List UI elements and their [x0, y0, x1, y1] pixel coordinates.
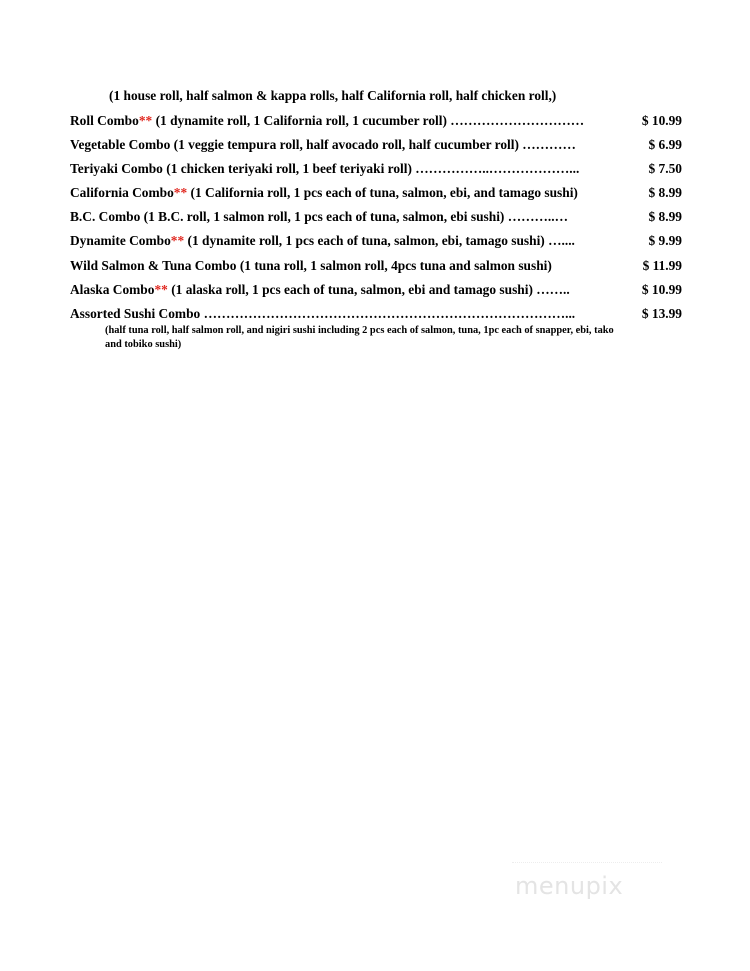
menupix-watermark: menupix [515, 872, 624, 900]
item-price: $ 11.99 [642, 258, 682, 273]
assorted-combo-details: (half tuna roll, half salmon roll, and nigiri sushi including 2 pcs each of salmon, tuna, 1pc each of snapper, ebi, tako and tobiko sushi) [105, 325, 614, 350]
menu-item-bc-combo [70, 209, 682, 229]
item-price: $ 8.99 [648, 209, 682, 224]
menu-item-teriyaki-combo [70, 161, 682, 181]
star-marker: ** [154, 282, 168, 297]
item-price: $ 8.99 [648, 185, 682, 200]
item-name: Teriyaki Combo [70, 161, 163, 176]
item-details: (1 dynamite roll, 1 California roll, 1 cucumber roll) ………………………… [152, 113, 585, 128]
menu-item-alaska-combo [70, 282, 682, 302]
item-description [70, 258, 552, 274]
menu-item-vegetable-combo [70, 137, 682, 157]
item-details: (1 dynamite roll, 1 pcs each of tuna, salmon, ebi, tamago sushi) ….... [184, 233, 575, 248]
item-name: B.C. Combo [70, 209, 141, 224]
star-marker: ** [170, 233, 185, 248]
item-name: Roll Combo [70, 113, 139, 128]
item-price: $ 9.99 [648, 233, 682, 248]
item-price: $ 10.99 [641, 113, 682, 128]
item-price: $ 7.50 [648, 161, 682, 176]
item-description [70, 306, 575, 322]
star-marker: ** [173, 185, 188, 200]
item-name: Assorted Sushi Combo [70, 306, 201, 321]
menu-item-roll-combo [70, 113, 682, 133]
menu-item-dynamite-combo [70, 233, 682, 253]
intro-line: (1 house roll, half salmon & kappa rolls, half California roll, half chicken roll,) [109, 88, 557, 103]
item-description [70, 113, 584, 129]
item-price: $ 13.99 [641, 306, 682, 321]
item-name: Alaska Combo [70, 282, 155, 297]
item-description [70, 185, 578, 201]
item-name: Dynamite Combo [70, 233, 171, 248]
watermark-divider [512, 862, 662, 864]
item-details: (1 veggie tempura roll, half avocado roll, half cucumber roll) ………… [170, 137, 576, 152]
item-description [70, 161, 579, 177]
star-marker: ** [138, 113, 153, 128]
item-name: Wild Salmon & Tuna Combo [70, 258, 237, 273]
item-details: (1 B.C. roll, 1 salmon roll, 1 pcs each of tuna, salmon, ebi sushi) ………..… [140, 209, 568, 224]
item-name: California Combo [70, 185, 174, 200]
menu-item-california-combo [70, 185, 682, 205]
item-description [70, 233, 575, 249]
item-name: Vegetable Combo [70, 137, 171, 152]
menu-item-wild-salmon-tuna-combo [70, 258, 682, 278]
item-details: (1 chicken teriyaki roll, 1 beef teriyaki roll) ……………..………………... [162, 161, 580, 176]
item-price: $ 10.99 [641, 282, 682, 297]
item-description [70, 209, 568, 225]
menu-item-assorted-sushi-combo [70, 306, 682, 326]
item-price: $ 6.99 [648, 137, 682, 152]
item-details: (1 tuna roll, 1 salmon roll, 4pcs tuna and salmon sushi) [236, 258, 552, 273]
item-details: ………………………………………………………………………... [200, 306, 576, 321]
item-details: (1 alaska roll, 1 pcs each of tuna, salmon, ebi and tamago sushi) …….. [167, 282, 570, 297]
item-description [70, 137, 576, 153]
item-details: (1 California roll, 1 pcs each of tuna, salmon, ebi, and tamago sushi) [187, 185, 578, 200]
item-description [70, 282, 570, 298]
